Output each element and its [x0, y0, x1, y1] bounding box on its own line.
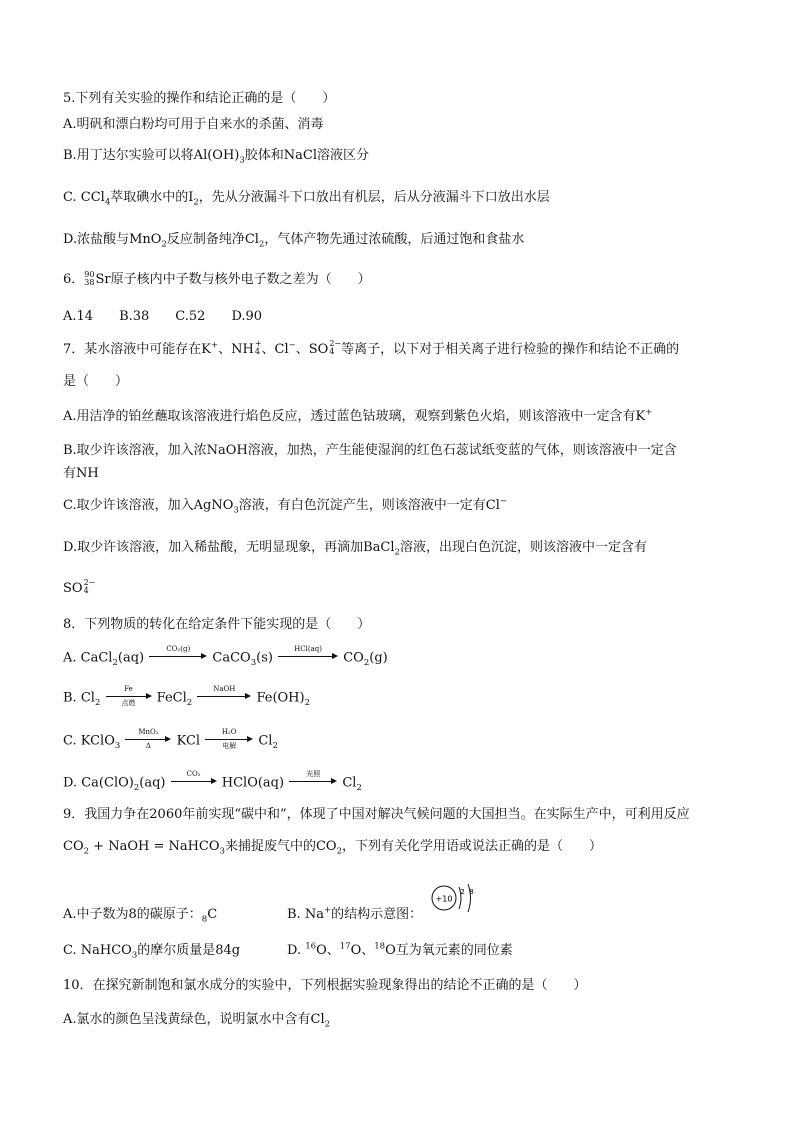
q7-option-c: C.取少许该溶液，加入AgNO$_3$溶液，有白色沉淀产生，则该溶液中一定有Cl−	[63, 496, 508, 516]
q7-stem-cont: 是（ ）	[63, 374, 129, 389]
reaction-arrow: CO₂(g)	[149, 645, 207, 667]
nucleus-charge: +10	[435, 894, 453, 904]
q7-option-b-cont: 有NH	[63, 466, 99, 481]
q5-stem: 5.下列有关实验的操作和结论正确的是（ ）	[63, 91, 336, 106]
q8-option-b: B. $Cl_2$ Fe 点燃 FeCl$_2$ NaOH $Fe(OH)_2$	[63, 685, 311, 709]
q10-stem: 10．在探究新制饱和氯水成分的实验中，下列根据实验现象得出的结论不正确的是（ ）	[63, 978, 587, 993]
q8-option-c: C. KClO$_3$ MnO₂ Δ KCl H₂O 电解 $Cl_2$	[63, 728, 278, 752]
q9-option-d: D. $^{16}$O、$^{17}$O、$^{18}$O互为氧元素的同位素	[287, 941, 513, 958]
q9-option-c: C. NaHCO$_3$的摩尔质量是84g	[63, 943, 241, 961]
q9-option-a: A.中子数为8的碳原子：$_8$C	[63, 907, 218, 925]
q7-option-d-cont: SO 2− 4	[63, 577, 96, 596]
na-ion-structure-diagram	[428, 878, 478, 920]
shell-1-electrons: 2	[460, 888, 465, 896]
reaction-arrow: 光照	[289, 770, 337, 792]
q7-stem: 7．某水溶液中可能存在K+、NH + 4 、Cl−、SO 2− 4 等离子，以下对于相关离子进行检验的操作和结论不正确的	[63, 338, 680, 357]
q8-stem: 8．下列物质的转化在给定条件下能实现的是（ ）	[63, 617, 371, 632]
q8-option-d: D. $Ca(ClO)_2(aq)$ CO₂ HClO(aq) 光照 $Cl_2$	[63, 770, 362, 794]
q5-option-b: B.用丁达尔实验可以将$Al(OH)_3$胶体和NaCl溶液区分	[63, 148, 370, 166]
q9-equation: $CO_2$ + NaOH = NaHCO$_3$来捕捉废气中的$CO_2$，下列有关化学用语或说法正确的是（ ）	[63, 839, 603, 857]
q8-option-a: A. CaCl$_2$(aq) CO₂(g) CaCO$_3$(s) HCl(aq) $CO_2(g)$	[63, 645, 388, 669]
reaction-arrow: MnO₂ Δ	[125, 728, 171, 750]
q6-options: A.14 B.38 C.52 D.90	[63, 309, 263, 324]
q9-stem: 9．我国力争在2060年前实现“碳中和”，体现了中国对解决气候问题的大国担当。在实际生产中，可利用反应	[63, 807, 690, 822]
q5-option-d: D.浓盐酸与MnO$_2$反应制备纯净$Cl_2$，气体产物先通过浓硫酸，后通过饱和食盐水	[63, 232, 525, 250]
reaction-arrow: Fe 点燃	[106, 685, 152, 707]
q7-option-d: D.取少许该溶液，加入稀盐酸，无明显现象，再滴加BaCl$_2$溶液，出现白色沉淀，则该溶液中一定含有	[63, 540, 647, 558]
q7-option-b: B.取少许该溶液，加入浓NaOH溶液，加热，产生能使湿润的红色石蕊试纸变蓝的气体，则该溶液中一定含	[63, 443, 677, 458]
q5-option-c: C. CCl$_4$萃取碘水中的$I_2$，先从分液漏斗下口放出有机层，后从分液漏斗下口放出水层	[63, 190, 550, 208]
reaction-arrow: HCl(aq)	[278, 645, 338, 667]
q9-option-b: B. Na+的结构示意图：	[287, 905, 423, 922]
q7-option-a: A.用洁净的铂丝蘸取该溶液进行焰色反应，透过蓝色钴玻璃，观察到紫色火焰，则该溶液中一定含有K+	[63, 407, 653, 424]
reaction-arrow: NaOH	[197, 685, 251, 707]
reaction-arrow: H₂O 电解	[205, 728, 253, 750]
q5-option-a: A.明矾和漂白粉均可用于自来水的杀菌、消毒	[63, 117, 324, 132]
nuclide-notation: 90 38	[84, 269, 95, 287]
q10-option-a: A.氯水的颜色呈浅黄绿色，说明氯水中含有$Cl_2$	[63, 1012, 331, 1030]
q6-stem: 6． 90 38 Sr原子核内中子数与核外电子数之差为（ ）	[63, 269, 371, 287]
shell-2-electrons: 8	[469, 888, 474, 896]
reaction-arrow: CO₂	[171, 770, 217, 792]
